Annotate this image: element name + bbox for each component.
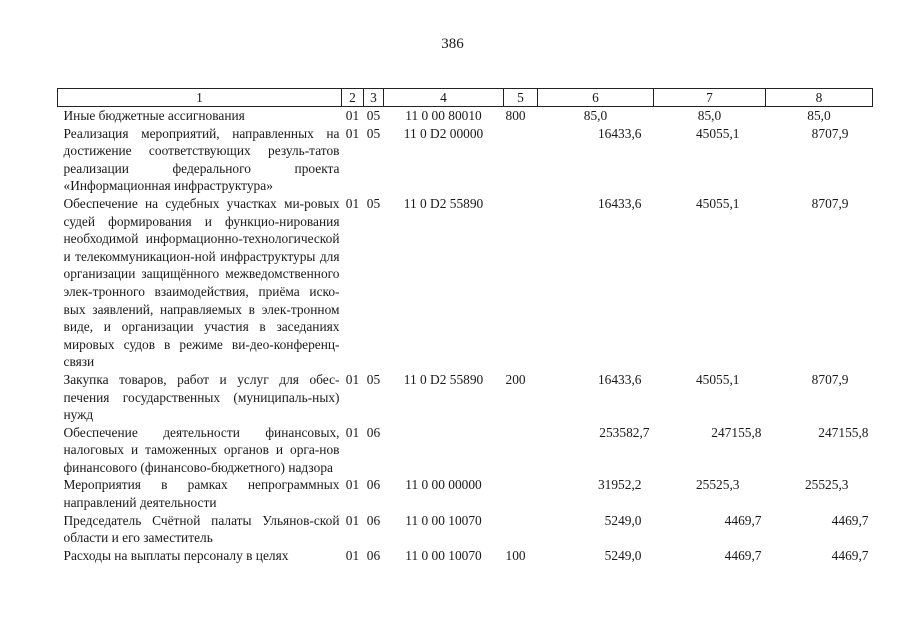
table-row: [58, 424, 873, 477]
row-subsection: 06: [366, 512, 381, 528]
header-row: [58, 89, 873, 107]
row-value-8: 4469,7: [831, 547, 869, 563]
table-row: [58, 371, 873, 424]
row-value-6: 5249,0: [604, 512, 642, 528]
header-col-2: 2: [342, 89, 364, 107]
row-description: Закупка товаров, работ и услуг для обес-печения государственных (муниципаль-ных) нужд: [63, 371, 340, 423]
row-value-7: 45055,1: [695, 195, 740, 211]
row-subsection: 05: [366, 371, 381, 387]
row-value-7: 4469,7: [724, 512, 762, 528]
row-description: Расходы на выплаты персоналу в целях: [63, 547, 289, 563]
row-value-8: 85,0: [807, 108, 831, 123]
table-row: [58, 107, 873, 125]
row-description: Обеспечение деятельности финансовых, налоговых и таможенных органов и орга-нов финансового (финансово-бюджетного) надзора: [63, 424, 340, 475]
header-col-1: 1: [58, 89, 342, 107]
row-value-7: 247155,8: [711, 424, 762, 440]
row-value-8: 25525,3: [804, 477, 849, 493]
header-col-8: 8: [766, 89, 873, 107]
row-value-7: 4469,7: [724, 547, 762, 563]
header-col-5: 5: [504, 89, 538, 107]
row-description: Председатель Счётной палаты Ульянов-ской области и его заместитель: [63, 512, 340, 546]
table-row: [58, 195, 873, 371]
table-row: [58, 125, 873, 195]
header-col-7: 7: [654, 89, 766, 107]
row-value-6: 5249,0: [604, 547, 642, 563]
row-subsection: 06: [366, 424, 381, 440]
row-value-8: 8707,9: [811, 195, 849, 211]
row-target-code: 11 0 00 00000: [405, 477, 482, 493]
row-value-6: 16433,6: [597, 195, 642, 211]
header-col-4: 4: [384, 89, 504, 107]
table-row: [58, 476, 873, 511]
row-expense-type: 100: [505, 547, 526, 563]
row-value-8: 4469,7: [831, 512, 869, 528]
row-value-7: 85,0: [697, 108, 722, 123]
row-section: 01: [345, 512, 360, 528]
row-target-code: 11 0 D2 55890: [403, 195, 484, 211]
row-description: Реализация мероприятий, направленных на достижение соответствующих резуль-татов реализации федерального проекта «Информационная инфраструктура»: [63, 125, 340, 194]
row-subsection: 06: [366, 477, 381, 493]
row-value-8: 8707,9: [811, 125, 849, 141]
row-expense-type: [504, 476, 538, 511]
row-section: 01: [345, 371, 360, 387]
row-target-code: 11 0 00 10070: [405, 547, 482, 563]
budget-table: [57, 88, 873, 564]
row-description: Мероприятия в рамках непрограммных направлений деятельности: [63, 477, 340, 511]
row-target-code: 11 0 00 80010: [405, 108, 482, 123]
row-section: 01: [345, 424, 360, 440]
row-subsection: 05: [366, 108, 381, 123]
row-subsection: 06: [366, 547, 381, 563]
row-value-6: 16433,6: [597, 371, 642, 387]
row-description: Обеспечение на судебных участках ми-ровых судей формирования и функцио-нирования необходимой информационно-технологической и телекоммуникацион-ной инфраструктуры для организации защищённого межведомственного элек-тронного взаимодействия, приёма иско-вых заявлений, направляемых в элек-тронном виде, и организации участия в заседаниях мировых судов в режиме ви-део-конференц-связи: [63, 195, 340, 370]
row-value-6: 85,0: [583, 108, 608, 123]
row-section: 01: [345, 547, 360, 563]
row-target-code: 11 0 00 10070: [405, 512, 482, 528]
row-value-6: 31952,2: [597, 477, 642, 493]
row-expense-type: [504, 424, 538, 477]
row-target-code: 11 0 D2 55890: [403, 371, 484, 387]
row-value-7: 45055,1: [695, 371, 740, 387]
row-expense-type: 800: [505, 108, 526, 123]
row-description: Иные бюджетные ассигнования: [63, 108, 245, 123]
page-number: 386: [441, 36, 464, 52]
row-target-code: 11 0 D2 00000: [403, 125, 484, 141]
row-expense-type: 200: [505, 371, 526, 387]
row-section: 01: [345, 195, 360, 211]
row-value-8: 8707,9: [811, 371, 849, 387]
header-col-3: 3: [364, 89, 384, 107]
table-row: [58, 512, 873, 547]
row-value-7: 45055,1: [695, 125, 740, 141]
row-expense-type: [504, 195, 538, 371]
header-col-6: 6: [538, 89, 654, 107]
row-target-code: [384, 424, 504, 477]
row-section: 01: [345, 108, 360, 123]
row-section: 01: [345, 477, 360, 493]
row-value-6: 253582,7: [599, 424, 650, 440]
row-value-8: 247155,8: [818, 424, 869, 440]
row-section: 01: [345, 125, 360, 141]
row-subsection: 05: [366, 195, 381, 211]
row-value-6: 16433,6: [597, 125, 642, 141]
row-expense-type: [504, 512, 538, 547]
row-value-7: 25525,3: [695, 477, 740, 493]
row-expense-type: [504, 125, 538, 195]
row-subsection: 05: [366, 125, 381, 141]
table-row: [58, 547, 873, 565]
